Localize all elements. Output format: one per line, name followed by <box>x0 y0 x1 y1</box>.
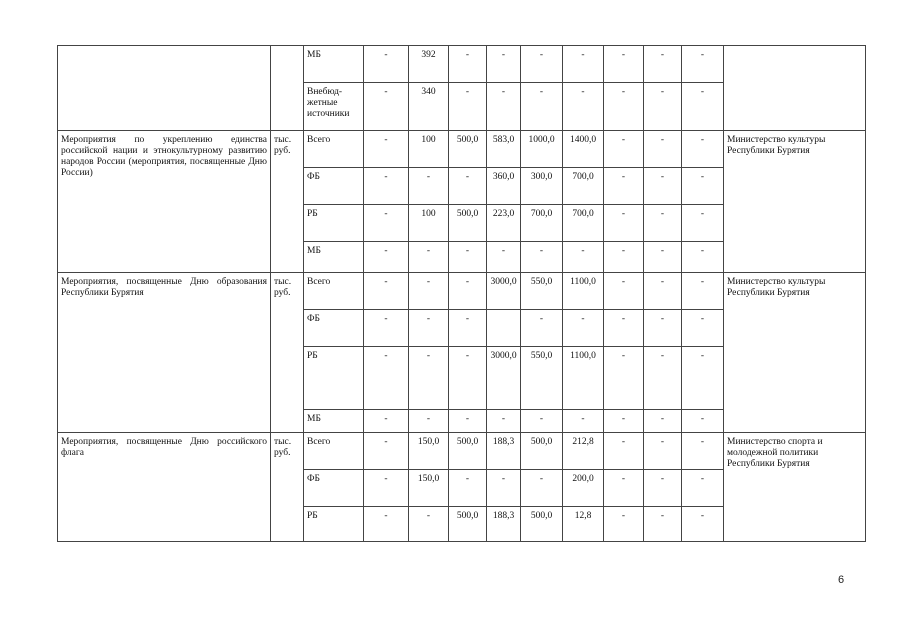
value-cell: - <box>682 410 724 433</box>
value-cell: - <box>644 273 682 310</box>
value-cell: - <box>449 470 487 507</box>
value-cell: - <box>604 433 644 470</box>
value-cell: - <box>364 46 409 83</box>
value-cell: - <box>682 433 724 470</box>
value-cell: 200,0 <box>563 470 604 507</box>
value-cell: 360,0 <box>487 168 521 205</box>
funding-source-cell: РБ <box>304 507 364 542</box>
value-cell: - <box>364 470 409 507</box>
unit-cell: тыс. руб. <box>271 433 304 542</box>
value-cell: - <box>521 470 563 507</box>
value-cell: 12,8 <box>563 507 604 542</box>
value-cell: - <box>682 46 724 83</box>
value-cell: 500,0 <box>521 433 563 470</box>
value-cell: - <box>604 83 644 131</box>
value-cell: - <box>449 347 487 410</box>
value-cell: 700,0 <box>563 168 604 205</box>
value-cell: - <box>364 205 409 242</box>
measure-name-cell: Мероприятия, посвященные Дню российского флага <box>58 433 271 542</box>
value-cell: - <box>409 410 449 433</box>
value-cell: - <box>409 273 449 310</box>
value-cell: - <box>364 273 409 310</box>
table-row <box>58 433 866 470</box>
value-cell: - <box>644 242 682 273</box>
table-body <box>58 46 866 542</box>
value-cell: - <box>563 83 604 131</box>
value-cell <box>487 310 521 347</box>
value-cell: - <box>682 347 724 410</box>
value-cell: - <box>682 131 724 168</box>
value-cell: 340 <box>409 83 449 131</box>
value-cell: 700,0 <box>563 205 604 242</box>
value-cell: 300,0 <box>521 168 563 205</box>
value-cell: - <box>521 46 563 83</box>
value-cell: - <box>682 83 724 131</box>
value-cell: - <box>644 83 682 131</box>
value-cell: - <box>364 168 409 205</box>
value-cell: - <box>364 410 409 433</box>
page-number: 6 <box>837 574 845 586</box>
value-cell: 500,0 <box>449 507 487 542</box>
value-cell: - <box>364 310 409 347</box>
value-cell: - <box>644 131 682 168</box>
funding-source-cell: ФБ <box>304 310 364 347</box>
value-cell: 100 <box>409 131 449 168</box>
value-cell: - <box>449 168 487 205</box>
value-cell: - <box>644 410 682 433</box>
value-cell: 1000,0 <box>521 131 563 168</box>
value-cell: - <box>604 131 644 168</box>
value-cell: - <box>682 273 724 310</box>
funding-table <box>57 45 866 542</box>
funding-source-cell: ФБ <box>304 168 364 205</box>
value-cell: 550,0 <box>521 347 563 410</box>
value-cell: - <box>644 46 682 83</box>
value-cell: - <box>487 83 521 131</box>
value-cell: 550,0 <box>521 273 563 310</box>
measure-name-cell: Мероприятия, посвященные Дню образования Республики Бурятия <box>58 273 271 433</box>
value-cell: - <box>604 46 644 83</box>
value-cell: - <box>449 310 487 347</box>
value-cell: - <box>644 470 682 507</box>
value-cell: - <box>644 205 682 242</box>
value-cell: - <box>364 507 409 542</box>
value-cell: - <box>487 242 521 273</box>
value-cell: - <box>604 310 644 347</box>
value-cell: 500,0 <box>449 433 487 470</box>
value-cell: 1100,0 <box>563 273 604 310</box>
value-cell: - <box>563 410 604 433</box>
value-cell: - <box>449 242 487 273</box>
value-cell: - <box>644 433 682 470</box>
funding-source-cell: Всего <box>304 273 364 310</box>
value-cell: - <box>682 310 724 347</box>
value-cell: 150,0 <box>409 470 449 507</box>
value-cell: - <box>449 83 487 131</box>
value-cell: - <box>409 310 449 347</box>
table-row <box>58 46 866 83</box>
unit-cell: тыс. руб. <box>271 131 304 273</box>
value-cell: 1100,0 <box>563 347 604 410</box>
funding-source-cell: Внебюд-жетные источники <box>304 83 364 131</box>
responsible-cell: Министерство культуры Республики Бурятия <box>724 273 866 433</box>
value-cell: - <box>449 46 487 83</box>
funding-source-cell: МБ <box>304 46 364 83</box>
value-cell: - <box>487 46 521 83</box>
value-cell: 700,0 <box>521 205 563 242</box>
value-cell: - <box>364 347 409 410</box>
value-cell: 212,8 <box>563 433 604 470</box>
value-cell: - <box>604 410 644 433</box>
value-cell: - <box>644 347 682 410</box>
value-cell: - <box>644 168 682 205</box>
value-cell: - <box>682 168 724 205</box>
value-cell: - <box>644 310 682 347</box>
value-cell: - <box>449 410 487 433</box>
funding-source-cell: РБ <box>304 347 364 410</box>
value-cell: 3000,0 <box>487 273 521 310</box>
value-cell: - <box>604 507 644 542</box>
value-cell: - <box>563 46 604 83</box>
value-cell: 188,3 <box>487 507 521 542</box>
funding-source-cell: ФБ <box>304 470 364 507</box>
value-cell: - <box>682 470 724 507</box>
value-cell: - <box>364 131 409 168</box>
value-cell: - <box>521 242 563 273</box>
value-cell: - <box>604 273 644 310</box>
value-cell: - <box>521 310 563 347</box>
table-row <box>58 273 866 310</box>
table-row <box>58 131 866 168</box>
value-cell: - <box>563 310 604 347</box>
value-cell: - <box>604 347 644 410</box>
value-cell: - <box>487 410 521 433</box>
value-cell: - <box>682 507 724 542</box>
value-cell: 500,0 <box>449 131 487 168</box>
value-cell: 223,0 <box>487 205 521 242</box>
value-cell: 583,0 <box>487 131 521 168</box>
value-cell: 100 <box>409 205 449 242</box>
value-cell: - <box>521 410 563 433</box>
value-cell: - <box>604 242 644 273</box>
value-cell: - <box>449 273 487 310</box>
responsible-cell: Министерство культуры Республики Бурятия <box>724 131 866 273</box>
funding-source-cell: Всего <box>304 433 364 470</box>
funding-source-cell: МБ <box>304 242 364 273</box>
value-cell: - <box>563 242 604 273</box>
value-cell: - <box>409 347 449 410</box>
value-cell: 150,0 <box>409 433 449 470</box>
funding-source-cell: Всего <box>304 131 364 168</box>
value-cell: 392 <box>409 46 449 83</box>
responsible-cell: Министерство спорта и молодежной политики Республики Бурятия <box>724 433 866 542</box>
unit-cell <box>271 46 304 131</box>
funding-source-cell: РБ <box>304 205 364 242</box>
value-cell: 188,3 <box>487 433 521 470</box>
value-cell: - <box>682 205 724 242</box>
unit-cell: тыс. руб. <box>271 273 304 433</box>
measure-name-cell <box>58 46 271 131</box>
value-cell: - <box>364 242 409 273</box>
value-cell: - <box>409 507 449 542</box>
value-cell: - <box>682 242 724 273</box>
value-cell: - <box>521 83 563 131</box>
value-cell: - <box>487 470 521 507</box>
value-cell: - <box>409 168 449 205</box>
value-cell: - <box>364 83 409 131</box>
funding-source-cell: МБ <box>304 410 364 433</box>
responsible-cell <box>724 46 866 131</box>
value-cell: 3000,0 <box>487 347 521 410</box>
value-cell: 500,0 <box>521 507 563 542</box>
value-cell: 1400,0 <box>563 131 604 168</box>
measure-name-cell: Мероприятия по укреплению единства российской нации и этнокультурному развитию народов России (мероприятия, посвященные Дню России) <box>58 131 271 273</box>
value-cell: - <box>604 470 644 507</box>
value-cell: - <box>604 205 644 242</box>
value-cell: - <box>409 242 449 273</box>
value-cell: 500,0 <box>449 205 487 242</box>
value-cell: - <box>364 433 409 470</box>
value-cell: - <box>644 507 682 542</box>
value-cell: - <box>604 168 644 205</box>
